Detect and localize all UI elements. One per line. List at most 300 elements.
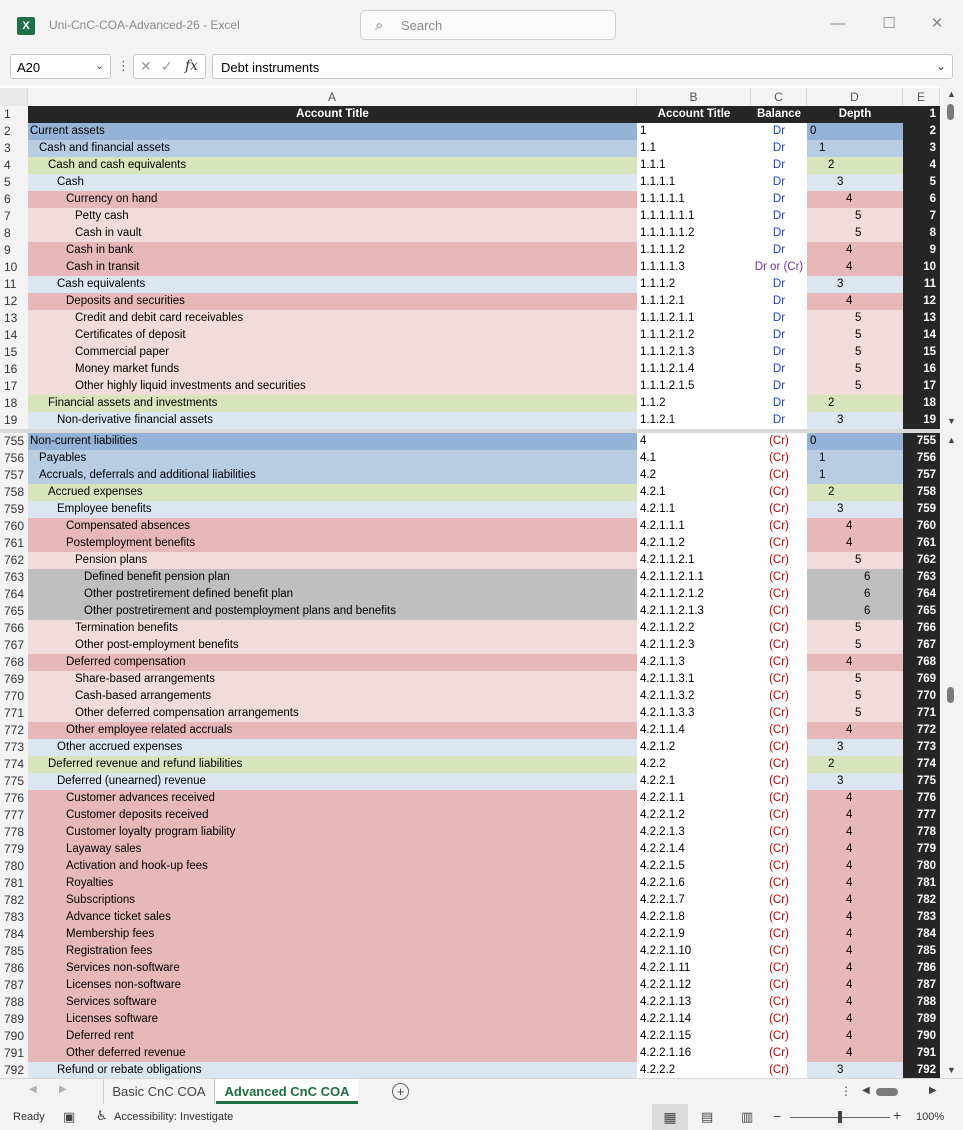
cell-e[interactable]: 18 [903, 395, 940, 412]
row-header[interactable]: 779 [0, 841, 28, 858]
cell-account-code[interactable]: 4.2.1.1.4 [640, 724, 685, 736]
cell-account-title[interactable]: Other post-employment benefits [28, 637, 637, 654]
cell-e[interactable]: 791 [903, 1045, 940, 1062]
cell-depth[interactable]: 2 [807, 484, 903, 501]
cell-depth[interactable]: 1 [807, 140, 903, 157]
cell-depth[interactable]: 5 [807, 378, 903, 395]
cell-account-title[interactable]: Non-current liabilities [28, 433, 637, 450]
cell-account-code[interactable]: 1.1.1.2.1.4 [640, 363, 695, 375]
cell-account-code[interactable]: 4.2.2 [640, 758, 666, 770]
row-header[interactable]: 780 [0, 858, 28, 875]
row-header[interactable]: 770 [0, 688, 28, 705]
cell-account-code[interactable]: 1.1.1.1.2 [640, 244, 685, 256]
cell-balance[interactable]: Dr [772, 295, 786, 307]
cell-depth[interactable]: 4 [807, 1028, 903, 1045]
cell-account-code[interactable]: 1.1.1.2.1 [640, 295, 685, 307]
check-icon[interactable]: ✓ [161, 58, 173, 74]
row-header[interactable]: 759 [0, 501, 28, 518]
cell-e[interactable]: 5 [903, 174, 940, 191]
cell-account-code[interactable]: 4.2.1.1.2.1.1 [640, 571, 704, 583]
cell-account-code[interactable]: 4.2.2.1 [640, 775, 676, 787]
row-header[interactable]: 789 [0, 1011, 28, 1028]
cell-account-code[interactable]: 4.2.2.1.2 [640, 809, 685, 821]
cell-balance[interactable]: (Cr) [769, 911, 789, 923]
cell-account-title[interactable]: Commercial paper [28, 344, 637, 361]
cell-balance[interactable]: (Cr) [769, 843, 789, 855]
cell-balance[interactable]: (Cr) [769, 860, 789, 872]
cell-depth[interactable]: 4 [807, 722, 903, 739]
row-header[interactable]: 10 [0, 259, 28, 276]
cell-depth[interactable]: 1 [807, 450, 903, 467]
more-options-icon[interactable]: ⋮ [840, 1084, 852, 1098]
cell-account-title[interactable]: Other accrued expenses [28, 739, 637, 756]
cell-account-title[interactable]: Other postretirement and postemployment plans and benefits [28, 603, 637, 620]
select-all-corner[interactable] [0, 88, 28, 106]
cell-depth[interactable]: 5 [807, 688, 903, 705]
cell-account-title[interactable]: Other postretirement defined benefit plan [28, 586, 637, 603]
zoom-out-icon[interactable]: − [773, 1108, 782, 1124]
cell-balance[interactable]: (Cr) [769, 741, 789, 753]
cell-account-code[interactable]: 1.1.1.1.1.2 [640, 227, 695, 239]
cell-balance[interactable]: Dr [772, 244, 786, 256]
cell-account-code[interactable]: 4.2.2.1.15 [640, 1030, 692, 1042]
cell-balance[interactable]: Dr [772, 397, 786, 409]
cell-e[interactable]: 758 [903, 484, 940, 501]
horizontal-scroll-thumb[interactable] [876, 1088, 898, 1096]
cell-depth[interactable]: 4 [807, 841, 903, 858]
cell-account-title[interactable]: Currency on hand [28, 191, 637, 208]
cell-balance[interactable]: Dr [772, 346, 786, 358]
row-header[interactable]: 792 [0, 1062, 28, 1079]
row-header[interactable]: 756 [0, 450, 28, 467]
cell-depth[interactable]: 4 [807, 535, 903, 552]
search-input[interactable] [360, 10, 616, 40]
row-header[interactable]: 791 [0, 1045, 28, 1062]
cell-account-code[interactable]: 1.1.1.1.3 [640, 261, 685, 273]
cell-e[interactable]: 770 [903, 688, 940, 705]
cell-account-title[interactable]: Cash and cash equivalents [28, 157, 637, 174]
column-header-c[interactable]: C [751, 88, 807, 106]
cell-depth[interactable]: 5 [807, 344, 903, 361]
cell-depth[interactable]: 2 [807, 756, 903, 773]
cell-balance[interactable]: (Cr) [769, 673, 789, 685]
cell-account-title[interactable]: Pension plans [28, 552, 637, 569]
row-header[interactable]: 767 [0, 637, 28, 654]
cell-e[interactable]: 765 [903, 603, 940, 620]
cell-e[interactable]: 782 [903, 892, 940, 909]
cell-balance[interactable]: (Cr) [769, 571, 789, 583]
cell-balance[interactable]: (Cr) [769, 656, 789, 668]
cell-account-title[interactable]: Termination benefits [28, 620, 637, 637]
cell-depth[interactable]: 6 [807, 603, 903, 620]
cell-account-code[interactable]: 4.2.1.2 [640, 741, 676, 753]
cell-e[interactable]: 761 [903, 535, 940, 552]
cell-account-code[interactable]: 1.1.1.1 [640, 176, 676, 188]
cell-balance[interactable]: Dr [772, 142, 786, 154]
expand-formula-icon[interactable]: ⌄ [936, 59, 947, 73]
cell-account-title[interactable]: Deferred (unearned) revenue [28, 773, 637, 790]
row-header[interactable]: 786 [0, 960, 28, 977]
column-header-b[interactable]: B [637, 88, 751, 106]
cell-account-code[interactable]: 1.1.1.2.1.3 [640, 346, 695, 358]
cell-balance[interactable]: Dr [772, 380, 786, 392]
row-header[interactable]: 790 [0, 1028, 28, 1045]
cell-balance[interactable]: (Cr) [769, 792, 789, 804]
cell-depth[interactable]: 4 [807, 790, 903, 807]
cell-e[interactable]: 3 [903, 140, 940, 157]
cell-depth[interactable]: 4 [807, 1045, 903, 1062]
cell-account-title[interactable]: Cash in vault [28, 225, 637, 242]
cell-account-code[interactable]: 4.2.1.1.3.3 [640, 707, 695, 719]
cell-account-title[interactable]: Defined benefit pension plan [28, 569, 637, 586]
cell-depth[interactable]: 5 [807, 327, 903, 344]
cell-depth[interactable]: 5 [807, 671, 903, 688]
cell-depth[interactable]: 4 [807, 259, 903, 276]
cell-account-title[interactable]: Cash in bank [28, 242, 637, 259]
cell-account-code[interactable]: 4.2.1.1.2.1.2 [640, 588, 704, 600]
cell-depth[interactable]: 0 [807, 433, 903, 450]
cell-e[interactable]: 776 [903, 790, 940, 807]
cell-balance[interactable]: (Cr) [769, 826, 789, 838]
cell-e[interactable]: 771 [903, 705, 940, 722]
cell-depth[interactable]: 6 [807, 586, 903, 603]
cell-balance[interactable]: (Cr) [769, 622, 789, 634]
cell-account-code[interactable]: 4.2.1.1 [640, 503, 676, 515]
scroll-thumb-top[interactable] [947, 104, 954, 120]
cell-account-title[interactable]: Licenses non-software [28, 977, 637, 994]
cell-account-code[interactable]: 4.2.2.1.6 [640, 877, 685, 889]
cell-e[interactable]: 778 [903, 824, 940, 841]
cell-account-code[interactable]: 1.1.1.2.1.1 [640, 312, 695, 324]
cell-account-title[interactable]: Deferred rent [28, 1028, 637, 1045]
cell-depth[interactable]: 3 [807, 773, 903, 790]
cell-e[interactable]: 777 [903, 807, 940, 824]
cell-depth[interactable]: 4 [807, 994, 903, 1011]
row-header[interactable]: 768 [0, 654, 28, 671]
cell-depth[interactable]: 5 [807, 310, 903, 327]
row-header[interactable]: 15 [0, 344, 28, 361]
row-header[interactable]: 13 [0, 310, 28, 327]
row-header[interactable]: 772 [0, 722, 28, 739]
cell-account-code[interactable]: 4.2.2.1.9 [640, 928, 685, 940]
cell-balance[interactable]: (Cr) [769, 1030, 789, 1042]
cell-balance[interactable]: (Cr) [769, 435, 789, 447]
cell-e[interactable]: 12 [903, 293, 940, 310]
cell-account-title[interactable]: Cash and financial assets [28, 140, 637, 157]
cell-account-code[interactable]: 1.1.2 [640, 397, 666, 409]
row-header[interactable]: 755 [0, 433, 28, 450]
prev-sheet-icon[interactable]: ◀ [29, 1084, 37, 1095]
row-header[interactable]: 18 [0, 395, 28, 412]
cell-account-code[interactable]: 4.2.1.1.2.2 [640, 622, 695, 634]
cell-e[interactable]: 781 [903, 875, 940, 892]
maximize-icon[interactable]: ☐ [882, 15, 896, 32]
cell-balance[interactable]: (Cr) [769, 945, 789, 957]
row-header[interactable]: 766 [0, 620, 28, 637]
cell-e[interactable]: 769 [903, 671, 940, 688]
add-sheet-icon[interactable]: + [392, 1083, 409, 1100]
cell-account-title[interactable]: Other highly liquid investments and securities [28, 378, 637, 395]
cell-account-code[interactable]: 4.2.2.1.10 [640, 945, 692, 957]
cell-account-code[interactable]: 4.2.2.1.5 [640, 860, 685, 872]
cell-account-code[interactable]: 4.2.1.1.1 [640, 520, 685, 532]
cell-e[interactable]: 9 [903, 242, 940, 259]
cell-e[interactable]: 780 [903, 858, 940, 875]
row-header[interactable]: 19 [0, 412, 28, 429]
cell-account-title[interactable]: Payables [28, 450, 637, 467]
cell-e[interactable]: 11 [903, 276, 940, 293]
cell-e[interactable]: 792 [903, 1062, 940, 1079]
cell-depth[interactable]: 3 [807, 412, 903, 429]
cell-balance[interactable]: Dr [772, 125, 786, 137]
row-header[interactable]: 14 [0, 327, 28, 344]
cell-balance[interactable]: Dr [772, 210, 786, 222]
cell-e[interactable]: 772 [903, 722, 940, 739]
cell-e[interactable]: 8 [903, 225, 940, 242]
name-box[interactable] [10, 54, 111, 79]
row-header[interactable]: 16 [0, 361, 28, 378]
sheet-tab-basic[interactable]: Basic CnC COA [103, 1079, 215, 1104]
cell-balance[interactable]: Dr [772, 312, 786, 324]
chevron-down-icon[interactable]: ⌄ [95, 60, 105, 72]
cell-balance[interactable]: (Cr) [769, 962, 789, 974]
row-header[interactable]: 763 [0, 569, 28, 586]
row-header[interactable]: 762 [0, 552, 28, 569]
row-header[interactable]: 7 [0, 208, 28, 225]
cell-depth[interactable]: 5 [807, 637, 903, 654]
cell-balance[interactable]: (Cr) [769, 724, 789, 736]
cell-balance[interactable]: (Cr) [769, 877, 789, 889]
header-cell-depth[interactable]: Depth [807, 106, 903, 123]
row-header[interactable]: 775 [0, 773, 28, 790]
cell-depth[interactable]: 4 [807, 892, 903, 909]
page-break-preview-icon[interactable]: ▥ [741, 1109, 754, 1124]
next-sheet-icon[interactable]: ▶ [59, 1084, 67, 1095]
cell-e[interactable]: 775 [903, 773, 940, 790]
cell-account-code[interactable]: 4.2.2.1.12 [640, 979, 692, 991]
row-header[interactable]: 788 [0, 994, 28, 1011]
cell-account-code[interactable]: 4.2.2.1.14 [640, 1013, 692, 1025]
cell-account-title[interactable]: Share-based arrangements [28, 671, 637, 688]
cell-account-title[interactable]: Money market funds [28, 361, 637, 378]
cell-account-title[interactable]: Other deferred revenue [28, 1045, 637, 1062]
cell-balance[interactable]: (Cr) [769, 605, 789, 617]
cell-account-title[interactable]: Registration fees [28, 943, 637, 960]
zoom-in-icon[interactable]: + [893, 1107, 902, 1123]
row-header[interactable]: 4 [0, 157, 28, 174]
row-header[interactable]: 6 [0, 191, 28, 208]
scroll-thumb-bottom[interactable] [947, 687, 954, 703]
cell-e[interactable]: 16 [903, 361, 940, 378]
row-header[interactable]: 777 [0, 807, 28, 824]
macro-record-icon[interactable]: ▣ [63, 1109, 76, 1124]
cell-account-title[interactable]: Non-derivative financial assets [28, 412, 637, 429]
cell-e[interactable]: 13 [903, 310, 940, 327]
cell-account-title[interactable]: Other employee related accruals [28, 722, 637, 739]
cell-account-code[interactable]: 4.2.1 [640, 486, 666, 498]
cell-account-code[interactable]: 4.2.2.1.13 [640, 996, 692, 1008]
cell-account-code[interactable]: 4.2.1.1.2.3 [640, 639, 695, 651]
cell-account-title[interactable]: Deferred compensation [28, 654, 637, 671]
cell-depth[interactable]: 2 [807, 157, 903, 174]
cell-balance[interactable]: Dr [772, 227, 786, 239]
row-header[interactable]: 778 [0, 824, 28, 841]
cell-e[interactable]: 784 [903, 926, 940, 943]
cell-e[interactable]: 760 [903, 518, 940, 535]
cell-account-code[interactable]: 4.2.2.1.11 [640, 962, 691, 974]
cell-balance[interactable]: (Cr) [769, 452, 789, 464]
cell-e[interactable]: 779 [903, 841, 940, 858]
cell-balance[interactable]: Dr [772, 329, 786, 341]
cell-e[interactable]: 787 [903, 977, 940, 994]
cell-account-title[interactable]: Other deferred compensation arrangements [28, 705, 637, 722]
cell-account-code[interactable]: 4.2.2.1.3 [640, 826, 685, 838]
cell-account-code[interactable]: 4.2.1.1.3.2 [640, 690, 695, 702]
cell-account-title[interactable]: Deposits and securities [28, 293, 637, 310]
cell-account-title[interactable]: Cash-based arrangements [28, 688, 637, 705]
cell-e[interactable]: 17 [903, 378, 940, 395]
header-cell-e[interactable]: 1 [903, 106, 940, 123]
accessibility-icon[interactable]: ♿ [96, 1108, 108, 1123]
cell-account-code[interactable]: 4.2.2.1.4 [640, 843, 685, 855]
cell-e[interactable]: 773 [903, 739, 940, 756]
cell-account-title[interactable]: Current assets [28, 123, 637, 140]
cell-balance[interactable]: (Cr) [769, 469, 789, 481]
cell-e[interactable]: 755 [903, 433, 940, 450]
row-header[interactable]: 761 [0, 535, 28, 552]
close-icon[interactable]: ✕ [930, 15, 944, 32]
cell-account-code[interactable]: 4.1 [640, 452, 656, 464]
cell-account-title[interactable]: Accrued expenses [28, 484, 637, 501]
cell-account-code[interactable]: 4.2.1.1.3.1 [640, 673, 695, 685]
cell-depth[interactable]: 4 [807, 191, 903, 208]
cell-account-title[interactable]: Cash [28, 174, 637, 191]
row-header[interactable]: 757 [0, 467, 28, 484]
insert-function-icon[interactable]: fx [185, 58, 199, 74]
cell-depth[interactable]: 6 [807, 569, 903, 586]
row-header[interactable]: 783 [0, 909, 28, 926]
row-header[interactable]: 776 [0, 790, 28, 807]
cell-e[interactable]: 764 [903, 586, 940, 603]
cell-e[interactable]: 767 [903, 637, 940, 654]
scroll-up-icon[interactable]: ▲ [947, 435, 956, 445]
cell-e[interactable]: 788 [903, 994, 940, 1011]
cell-balance[interactable]: (Cr) [769, 690, 789, 702]
cell-depth[interactable]: 5 [807, 620, 903, 637]
cell-account-code[interactable]: 1.1.1.2 [640, 278, 676, 290]
header-cell-account-title[interactable]: Account Title [28, 106, 637, 123]
cell-balance[interactable]: (Cr) [769, 1064, 789, 1076]
cell-e[interactable]: 759 [903, 501, 940, 518]
row-header[interactable]: 8 [0, 225, 28, 242]
row-header[interactable]: 785 [0, 943, 28, 960]
cell-e[interactable]: 4 [903, 157, 940, 174]
cell-balance[interactable]: Dr [772, 193, 786, 205]
sheet-tab-advanced[interactable]: Advanced CnC COA [216, 1079, 358, 1104]
cell-account-title[interactable]: Postemployment benefits [28, 535, 637, 552]
cell-balance[interactable]: Dr [772, 159, 786, 171]
cell-balance[interactable]: (Cr) [769, 1047, 789, 1059]
row-header[interactable]: 774 [0, 756, 28, 773]
cell-account-title[interactable]: Customer loyalty program liability [28, 824, 637, 841]
cell-balance[interactable]: Dr [772, 363, 786, 375]
cell-e[interactable]: 7 [903, 208, 940, 225]
cell-balance[interactable]: (Cr) [769, 554, 789, 566]
cell-e[interactable]: 19 [903, 412, 940, 429]
cell-depth[interactable]: 5 [807, 361, 903, 378]
cell-balance[interactable]: (Cr) [769, 639, 789, 651]
cell-e[interactable]: 6 [903, 191, 940, 208]
cell-account-code[interactable]: 1.1.1.1.1 [640, 193, 685, 205]
cell-balance[interactable]: (Cr) [769, 520, 789, 532]
cell-account-code[interactable]: 4.2.2.1.8 [640, 911, 685, 923]
cell-account-code[interactable]: 1.1.1 [640, 159, 666, 171]
cell-account-title[interactable]: Royalties [28, 875, 637, 892]
cell-balance[interactable]: (Cr) [769, 537, 789, 549]
row-header[interactable]: 782 [0, 892, 28, 909]
cell-depth[interactable]: 3 [807, 501, 903, 518]
row-header[interactable]: 17 [0, 378, 28, 395]
row-header[interactable]: 773 [0, 739, 28, 756]
page-layout-icon[interactable]: ▤ [701, 1109, 714, 1124]
cell-balance[interactable]: (Cr) [769, 503, 789, 515]
cell-e[interactable]: 785 [903, 943, 940, 960]
cell-account-title[interactable]: Customer deposits received [28, 807, 637, 824]
cell-depth[interactable]: 5 [807, 552, 903, 569]
cell-account-code[interactable]: 1.1.1.2.1.5 [640, 380, 695, 392]
cell-account-title[interactable]: Credit and debit card receivables [28, 310, 637, 327]
cell-e[interactable]: 766 [903, 620, 940, 637]
cell-depth[interactable]: 4 [807, 242, 903, 259]
header-cell-account-code[interactable]: Account Title [637, 106, 751, 123]
cell-account-code[interactable]: 4.2.2.2 [640, 1064, 676, 1076]
row-header[interactable]: 769 [0, 671, 28, 688]
cell-balance[interactable]: (Cr) [769, 979, 789, 991]
row-header[interactable]: 9 [0, 242, 28, 259]
minimize-icon[interactable]: — [830, 15, 846, 32]
cell-account-title[interactable]: Services non-software [28, 960, 637, 977]
cell-account-title[interactable]: Advance ticket sales [28, 909, 637, 926]
cell-depth[interactable]: 3 [807, 174, 903, 191]
cell-e[interactable]: 786 [903, 960, 940, 977]
cell-depth[interactable]: 4 [807, 807, 903, 824]
row-header[interactable]: 3 [0, 140, 28, 157]
cell-account-title[interactable]: Deferred revenue and refund liabilities [28, 756, 637, 773]
cell-account-title[interactable]: Licenses software [28, 1011, 637, 1028]
vertical-scrollbar[interactable] [941, 86, 963, 1078]
cell-balance[interactable]: Dr or (Cr) [754, 261, 804, 273]
cell-account-title[interactable]: Refund or rebate obligations [28, 1062, 637, 1079]
cell-account-code[interactable]: 4.2.1.1.2.1 [640, 554, 695, 566]
cell-depth[interactable]: 3 [807, 276, 903, 293]
cell-account-title[interactable]: Subscriptions [28, 892, 637, 909]
cell-balance[interactable]: (Cr) [769, 894, 789, 906]
cell-account-title[interactable]: Cash equivalents [28, 276, 637, 293]
cell-balance[interactable]: (Cr) [769, 1013, 789, 1025]
cell-account-title[interactable]: Compensated absences [28, 518, 637, 535]
cell-e[interactable]: 774 [903, 756, 940, 773]
cell-depth[interactable]: 4 [807, 909, 903, 926]
cell-e[interactable]: 10 [903, 259, 940, 276]
cell-balance[interactable]: (Cr) [769, 486, 789, 498]
cell-account-code[interactable]: 4.2.2.1.1 [640, 792, 685, 804]
cell-e[interactable]: 790 [903, 1028, 940, 1045]
cell-account-title[interactable]: Customer advances received [28, 790, 637, 807]
cell-depth[interactable]: 5 [807, 705, 903, 722]
scroll-down-icon[interactable]: ▼ [947, 416, 956, 426]
cell-account-code[interactable]: 4.2.2.1.7 [640, 894, 685, 906]
scroll-up-icon[interactable]: ▲ [947, 89, 956, 99]
